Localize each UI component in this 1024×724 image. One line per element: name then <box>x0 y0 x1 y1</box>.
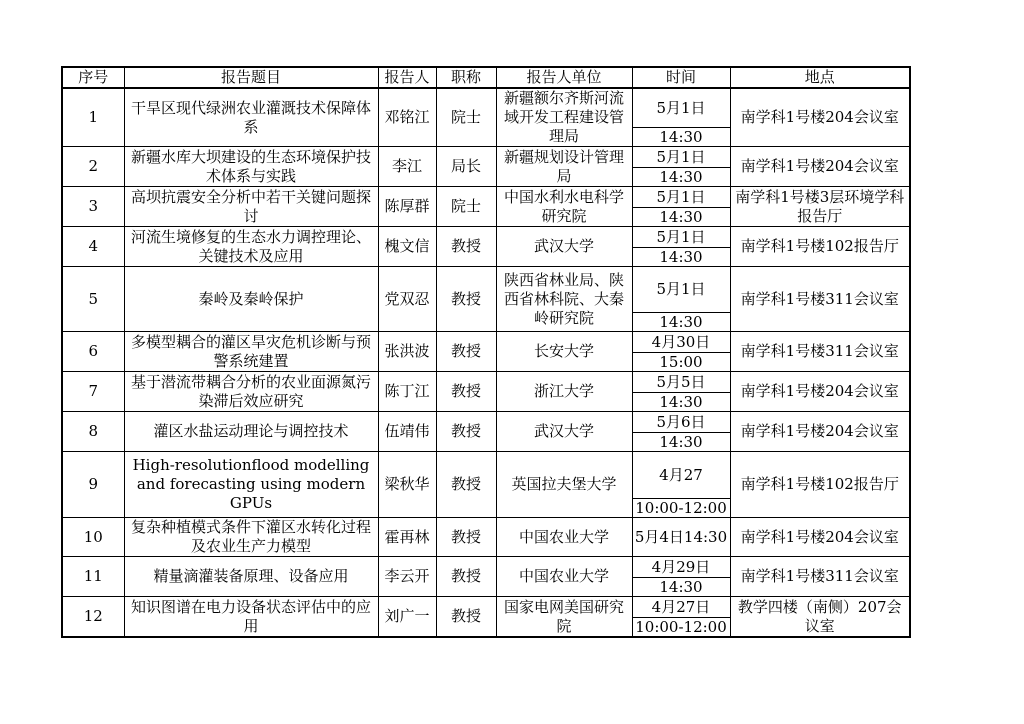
time-text: 14:30 <box>659 577 703 596</box>
table-row <box>62 267 910 332</box>
date-text: 5月1日 <box>633 187 730 208</box>
time-text: 10:00-12:00 <box>635 617 727 636</box>
date-text: 5月5日 <box>633 372 730 393</box>
header-cell-place: 地点 <box>730 67 910 88</box>
report-title: 精量滴灌装备原理、设备应用 <box>124 557 378 597</box>
speaker-rank: 教授 <box>436 227 496 267</box>
row-number: 6 <box>62 332 124 372</box>
report-title: 秦岭及秦岭保护 <box>124 267 378 332</box>
date-text: 5月1日 <box>633 147 730 168</box>
header-cell-unit: 报告人单位 <box>496 67 632 88</box>
speaker-unit: 武汉大学 <box>496 412 632 452</box>
schedule-table <box>61 66 911 638</box>
row-number: 12 <box>62 597 124 638</box>
table-row <box>62 187 910 227</box>
time-cell <box>632 372 730 412</box>
speaker-name: 刘广一 <box>378 597 436 638</box>
report-title: 知识图谱在电力设备状态评估中的应用 <box>124 597 378 638</box>
report-title: 新疆水库大坝建设的生态环境保护技术体系与实践 <box>124 147 378 187</box>
report-title: 基于潜流带耦合分析的农业面源氮污染滞后效应研究 <box>124 372 378 412</box>
speaker-unit: 武汉大学 <box>496 227 632 267</box>
table-row <box>62 452 910 518</box>
time-cell <box>632 597 730 638</box>
time-text: 14:30 <box>659 207 703 226</box>
place-text: 南学科1号楼204会议室 <box>730 88 910 147</box>
date-text: 4月29日 <box>633 557 730 578</box>
speaker-rank: 教授 <box>436 332 496 372</box>
row-number: 2 <box>62 147 124 187</box>
place-text: 南学科1号楼204会议室 <box>730 372 910 412</box>
report-title: 河流生境修复的生态水力调控理论、关键技术及应用 <box>124 227 378 267</box>
time-text: 14:30 <box>659 167 703 186</box>
speaker-unit: 长安大学 <box>496 332 632 372</box>
report-title: 高坝抗震安全分析中若干关键问题探讨 <box>124 187 378 227</box>
header-cell-time: 时间 <box>632 67 730 88</box>
place-text: 南学科1号楼311会议室 <box>730 267 910 332</box>
speaker-name: 陈厚群 <box>378 187 436 227</box>
place-text: 南学科1号楼311会议室 <box>730 557 910 597</box>
table-row <box>62 332 910 372</box>
header-cell-no: 序号 <box>62 67 124 88</box>
row-number: 1 <box>62 88 124 147</box>
time-cell <box>632 187 730 227</box>
table-row <box>62 557 910 597</box>
speaker-rank: 教授 <box>436 412 496 452</box>
row-number: 3 <box>62 187 124 227</box>
speaker-rank: 局长 <box>436 147 496 187</box>
table-row <box>62 518 910 557</box>
table-row <box>62 88 910 147</box>
speaker-name: 槐文信 <box>378 227 436 267</box>
place-text: 南学科1号楼204会议室 <box>730 518 910 557</box>
table-row <box>62 147 910 187</box>
report-title: 灌区水盐运动理论与调控技术 <box>124 412 378 452</box>
place-text: 南学科1号楼102报告厅 <box>730 227 910 267</box>
speaker-rank: 院士 <box>436 88 496 147</box>
row-number: 9 <box>62 452 124 518</box>
speaker-name: 邓铭江 <box>378 88 436 147</box>
time-cell <box>632 88 730 147</box>
row-number: 7 <box>62 372 124 412</box>
speaker-rank: 教授 <box>436 597 496 638</box>
speaker-unit: 中国农业大学 <box>496 518 632 557</box>
time-cell <box>632 557 730 597</box>
row-number: 5 <box>62 267 124 332</box>
speaker-name: 伍靖伟 <box>378 412 436 452</box>
place-text: 南学科1号楼311会议室 <box>730 332 910 372</box>
time-cell <box>632 518 730 557</box>
row-number: 4 <box>62 227 124 267</box>
date-text: 4月27 <box>633 452 730 499</box>
time-text: 14:30 <box>659 247 703 266</box>
header-cell-speaker: 报告人 <box>378 67 436 88</box>
place-text: 南学科1号楼3层环境学科报告厅 <box>730 187 910 227</box>
speaker-rank: 教授 <box>436 557 496 597</box>
time-cell <box>632 227 730 267</box>
date-text: 5月1日 <box>633 267 730 313</box>
speaker-unit: 国家电网美国研究院 <box>496 597 632 638</box>
report-title: 干旱区现代绿洲农业灌溉技术保障体系 <box>124 88 378 147</box>
time-cell <box>632 412 730 452</box>
time-cell <box>632 267 730 332</box>
speaker-name: 李江 <box>378 147 436 187</box>
report-title: 多模型耦合的灌区旱灾危机诊断与预警系统建置 <box>124 332 378 372</box>
date-text: 4月30日 <box>633 332 730 353</box>
table-row <box>62 412 910 452</box>
header-cell-rank: 职称 <box>436 67 496 88</box>
speaker-unit: 新疆规划设计管理局 <box>496 147 632 187</box>
date-text: 4月27日 <box>633 597 730 618</box>
speaker-name: 李云开 <box>378 557 436 597</box>
speaker-name: 张洪波 <box>378 332 436 372</box>
speaker-unit: 陕西省林业局、陕西省林科院、大秦岭研究院 <box>496 267 632 332</box>
header-cell-title: 报告题目 <box>124 67 378 88</box>
time-text: 14:30 <box>659 392 703 411</box>
speaker-unit: 新疆额尔齐斯河流域开发工程建设管理局 <box>496 88 632 147</box>
table-row <box>62 372 910 412</box>
row-number: 10 <box>62 518 124 557</box>
row-number: 8 <box>62 412 124 452</box>
speaker-name: 陈丁江 <box>378 372 436 412</box>
speaker-unit: 中国农业大学 <box>496 557 632 597</box>
speaker-name: 党双忍 <box>378 267 436 332</box>
table-row <box>62 597 910 638</box>
date-text: 5月6日 <box>633 412 730 433</box>
speaker-name: 梁秋华 <box>378 452 436 518</box>
place-text: 南学科1号楼204会议室 <box>730 147 910 187</box>
report-title: High-resolutionflood modelling and forecasting using modern GPUs <box>124 452 378 518</box>
speaker-rank: 教授 <box>436 452 496 518</box>
speaker-rank: 院士 <box>436 187 496 227</box>
speaker-unit: 中国水利水电科学研究院 <box>496 187 632 227</box>
speaker-rank: 教授 <box>436 518 496 557</box>
date-text: 5月4日14:30 <box>634 527 728 546</box>
report-title: 复杂种植模式条件下灌区水转化过程及农业生产力模型 <box>124 518 378 557</box>
speaker-rank: 教授 <box>436 372 496 412</box>
date-text: 5月1日 <box>633 227 730 248</box>
time-text: 15:00 <box>659 352 703 371</box>
date-text: 5月1日 <box>633 89 730 128</box>
time-cell <box>632 332 730 372</box>
place-text: 南学科1号楼204会议室 <box>730 412 910 452</box>
speaker-unit: 浙江大学 <box>496 372 632 412</box>
speaker-name: 霍再林 <box>378 518 436 557</box>
speaker-rank: 教授 <box>436 267 496 332</box>
place-text: 南学科1号楼102报告厅 <box>730 452 910 518</box>
time-cell <box>632 452 730 518</box>
time-text: 14:30 <box>659 432 703 451</box>
time-cell <box>632 147 730 187</box>
place-text: 教学四楼（南侧）207会议室 <box>730 597 910 638</box>
table-row <box>62 227 910 267</box>
time-text: 14:30 <box>659 312 703 331</box>
time-text: 10:00-12:00 <box>635 498 727 517</box>
time-text: 14:30 <box>659 127 703 146</box>
header-row <box>62 67 910 88</box>
row-number: 11 <box>62 557 124 597</box>
speaker-unit: 英国拉夫堡大学 <box>496 452 632 518</box>
